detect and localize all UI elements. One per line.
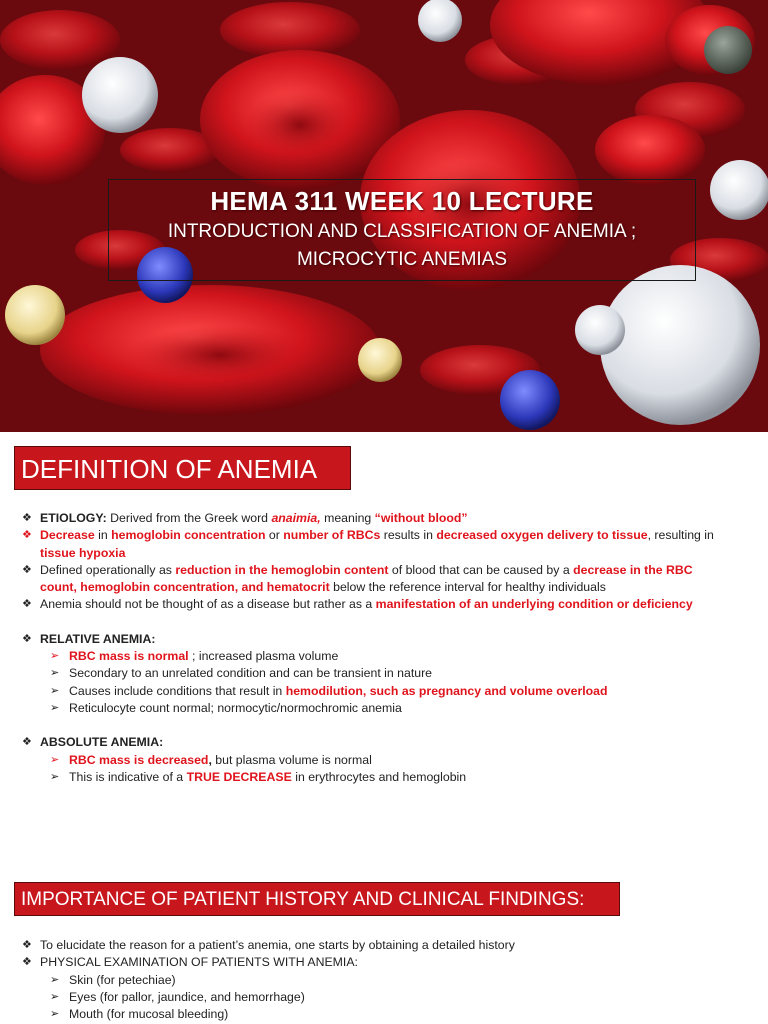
list-item (0, 700, 752, 717)
arrow-bullet-icon: ➢ (50, 990, 60, 1003)
text: Anemia should not be thought of as a disease but rather as a (40, 597, 376, 612)
list-item (0, 989, 752, 1006)
text: manifestation of an underlying condition or deficiency (375, 597, 693, 612)
greek-word: anaimia, (271, 511, 321, 525)
text: , (208, 752, 212, 767)
text: count, hemoglobin concentration, and hematocrit (40, 580, 330, 595)
absolute-anemia-label: ABSOLUTE ANEMIA: (40, 735, 164, 750)
text: decrease in the RBC (573, 562, 693, 577)
text: Mouth (for mucosal bleeding) (69, 1007, 229, 1022)
list-item (0, 972, 752, 989)
text: below the reference interval for healthy individuals (329, 580, 606, 595)
text: This is indicative of a (69, 769, 187, 784)
list-item (0, 954, 752, 971)
text: hemodilution, such as pregnancy and volume overload (285, 683, 608, 698)
list-item (0, 648, 752, 665)
meaning-text: “without blood” (374, 511, 468, 525)
list-item (0, 1006, 752, 1023)
lecture-subtitle-line1: INTRODUCTION AND CLASSIFICATION OF ANEMIA ; (167, 221, 637, 242)
hero-banner (0, 0, 768, 432)
diamond-bullet-icon: ❖ (22, 512, 32, 524)
text: , resulting in (647, 528, 714, 543)
list-item (0, 752, 752, 769)
text: Defined operationally as (40, 562, 176, 577)
definition-content (0, 510, 752, 786)
decrease-item (0, 527, 752, 562)
arrow-bullet-icon: ➢ (50, 701, 60, 714)
arrow-bullet-icon: ➢ (50, 1008, 60, 1021)
text: or (265, 528, 284, 543)
diamond-bullet-icon: ❖ (22, 956, 32, 969)
title-box (108, 179, 696, 281)
absolute-anemia-item (0, 734, 752, 751)
manifestation-item (0, 596, 752, 613)
lecture-subtitle-line2: MICROCYTIC ANEMIAS (296, 249, 508, 270)
text: ; increased plasma volume (188, 649, 339, 664)
diamond-bullet-icon: ❖ (22, 598, 32, 611)
text: tissue hypoxia (40, 545, 126, 560)
list-item (0, 769, 752, 786)
etiology-item (0, 510, 752, 527)
definition-heading: DEFINITION OF ANEMIA (14, 446, 351, 490)
lecture-title: HEMA 311 WEEK 10 LECTURE (210, 186, 594, 216)
text: meaning (320, 511, 375, 525)
arrow-bullet-icon: ➢ (50, 770, 60, 783)
text: Eyes (for pallor, jaundice, and hemorrhage) (69, 989, 305, 1004)
relative-anemia-label: RELATIVE ANEMIA: (40, 631, 156, 646)
diamond-bullet-icon: ❖ (22, 736, 32, 749)
text: Causes include conditions that result in (69, 683, 286, 698)
text: TRUE DECREASE (186, 769, 292, 784)
text: in (94, 528, 112, 543)
text: number of RBCs (283, 528, 381, 543)
text: results in (380, 528, 437, 543)
diamond-bullet-icon: ❖ (22, 563, 32, 576)
arrow-bullet-icon: ➢ (50, 650, 60, 663)
arrow-bullet-icon: ➢ (50, 667, 60, 680)
list-item (0, 683, 752, 700)
list-item (0, 937, 752, 954)
arrow-bullet-icon: ➢ (50, 753, 60, 766)
text: but plasma volume is normal (211, 752, 372, 767)
diamond-bullet-icon: ❖ (22, 529, 32, 542)
text: hemoglobin concentration (111, 528, 266, 543)
diamond-bullet-icon: ❖ (22, 632, 32, 645)
text: reduction in the hemoglobin content (175, 562, 389, 577)
text: To elucidate the reason for a patient’s anemia, one starts by obtaining a detailed history (40, 938, 515, 952)
diamond-bullet-icon: ❖ (22, 939, 32, 951)
text: Secondary to an unrelated condition and can be transient in nature (69, 666, 433, 681)
patient-history-heading: IMPORTANCE OF PATIENT HISTORY AND CLINICAL FINDINGS: (14, 882, 620, 916)
text: Skin (for petechiae) (69, 972, 176, 987)
arrow-bullet-icon: ➢ (50, 973, 60, 986)
text: of blood that can be caused by a (388, 562, 574, 577)
relative-anemia-item (0, 631, 752, 648)
text: in erythrocytes and hemoglobin (291, 769, 467, 784)
text: RBC mass is normal (69, 649, 189, 664)
text: PHYSICAL EXAMINATION OF PATIENTS WITH ANEMIA: (40, 955, 358, 970)
operational-item (0, 562, 752, 597)
text: Reticulocyte count normal; normocytic/normochromic anemia (69, 700, 402, 715)
patient-history-content (0, 937, 752, 1023)
arrow-bullet-icon: ➢ (50, 684, 60, 697)
text: decreased oxygen delivery to tissue (436, 528, 648, 543)
etiology-label: ETIOLOGY: (40, 511, 107, 525)
text: RBC mass is decreased (69, 752, 209, 767)
text: Derived from the Greek word (106, 511, 272, 525)
text: Decrease (40, 528, 95, 543)
list-item (0, 665, 752, 682)
